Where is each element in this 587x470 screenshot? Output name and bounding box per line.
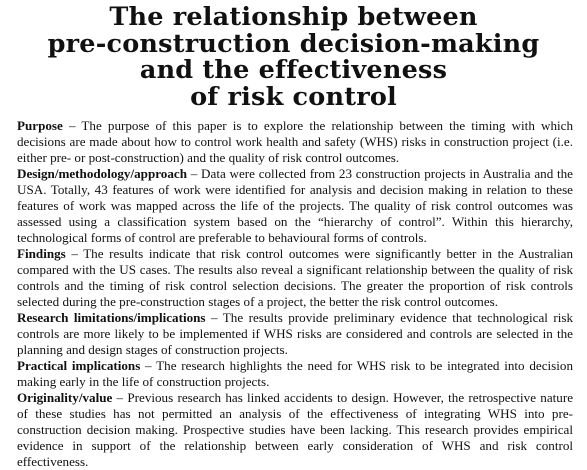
section-heading: Research limitations/implications xyxy=(17,310,206,325)
section-text: The purpose of this paper is to explore the relationship between the timing with which decisions are made about how to control work health and safety (WHS) risks in construction project (i.e. either pre- or post-construction) and the quality of risk control outcomes. xyxy=(17,118,573,165)
title-line: The relationship between xyxy=(109,2,478,32)
section-separator: – xyxy=(65,246,84,261)
section-separator: – xyxy=(112,390,128,405)
section-text: Data were collected from 23 construction projects in Australia and the USA. Totally, 43 features of work were identified for analysis and decision making in relation to these features of work was mapped across the life of the projects. The quality of risk control outcomes was assessed using a classification system based on the “hierarchy of control”. Within this hierarchy, technological forms of control are preferable to behavioural forms of controls. xyxy=(17,166,573,245)
section-heading: Design/methodology/approach xyxy=(17,166,187,181)
title-line: and the effectiveness xyxy=(139,55,448,85)
abstract-section-limitations xyxy=(17,310,573,358)
abstract-section-purpose xyxy=(17,118,573,166)
abstract-section-findings xyxy=(17,246,573,310)
section-text: Previous research has linked accidents to design. However, the retrospective nature of these studies has not permitted an analysis of the effectiveness of integrating WHS into pre-construction decision making. Prospective studies have been lacking. This research provides empirical evidence in support of the relationship between early consideration of WHS and risk control effectiveness. xyxy=(17,390,574,469)
structured-abstract xyxy=(17,118,573,470)
section-heading: Purpose xyxy=(17,118,63,133)
section-separator: – xyxy=(205,310,223,325)
abstract-section-practical xyxy=(17,358,573,390)
title-line: pre-construction decision-making xyxy=(47,28,540,59)
paper-title xyxy=(0,4,587,110)
section-heading: Practical implications xyxy=(17,358,141,373)
section-separator: – xyxy=(62,118,82,133)
section-text: The research highlights the need for WHS risk to be integrated into decision making early in the life of construction projects. xyxy=(17,358,574,389)
title-line: of risk control xyxy=(190,81,397,112)
section-heading: Findings xyxy=(17,246,66,261)
section-separator: – xyxy=(140,358,157,373)
section-heading: Originality/value xyxy=(17,390,113,405)
section-text: The results provide preliminary evidence that technological risk controls are more likely to be implemented if WHS risks are considered and controls are selected in the planning and design stages of construction projects. xyxy=(17,310,573,357)
abstract-section-originality xyxy=(17,390,573,470)
section-separator: – xyxy=(187,166,202,181)
section-text: The results indicate that risk control outcomes were significantly better in the Australian compared with the US cases. The results also reveal a significant relationship between the quality of risk controls and the timing of risk control selection decisions. The greater the proportion of risk controls selected during the pre-construction stages of a project, the better the risk control outcomes. xyxy=(17,246,574,309)
abstract-section-design xyxy=(17,166,573,246)
